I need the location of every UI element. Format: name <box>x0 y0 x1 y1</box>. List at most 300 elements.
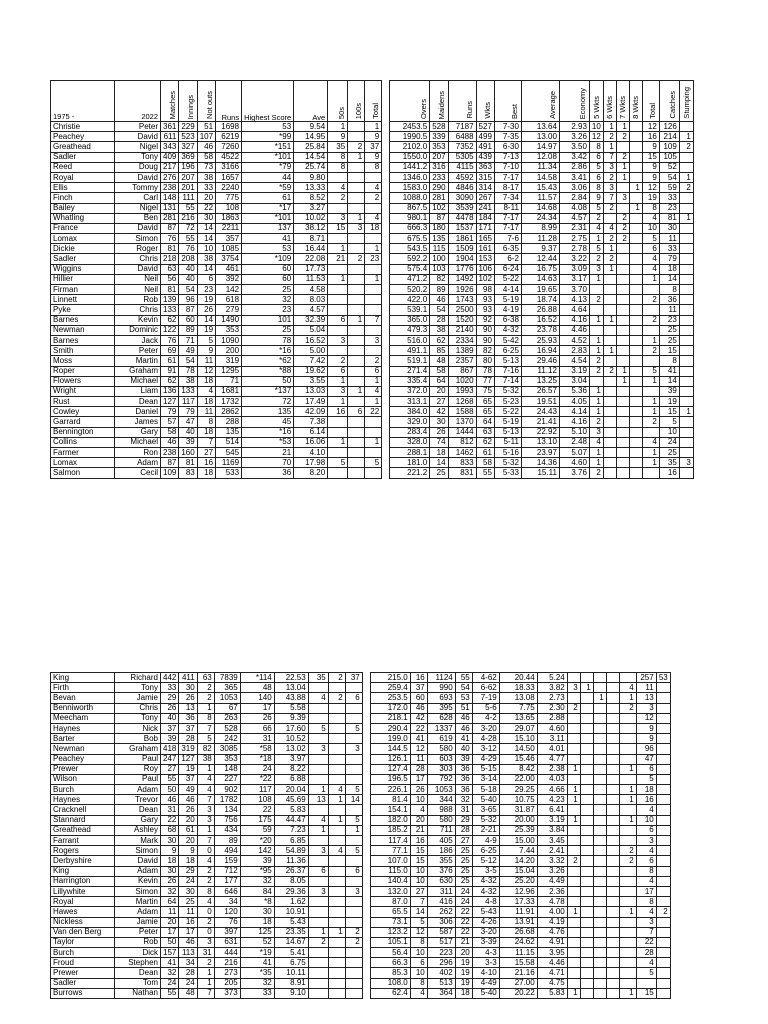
surname-cell: Firman <box>51 285 115 295</box>
stat-cell: 18 <box>179 856 197 866</box>
stat-cell: 41 <box>161 958 179 968</box>
stat-cell: 102 <box>430 203 448 213</box>
stat-cell <box>593 683 606 693</box>
stat-cell <box>619 734 636 744</box>
stat-cell: 5.36 <box>559 386 589 396</box>
first-name-cell: Jamie <box>115 693 161 703</box>
stat-cell: 32 <box>161 886 179 896</box>
stat-cell: 1169 <box>216 458 242 468</box>
bowling-header-cell <box>521 81 559 122</box>
stat-cell: 68 <box>161 825 179 835</box>
spacer-cell <box>382 397 390 407</box>
stat-cell: 7 <box>603 152 616 162</box>
stat-cell: 186 <box>427 846 455 856</box>
stat-cell <box>606 673 619 683</box>
stat-cell: 23 <box>242 305 294 315</box>
stat-cell: 12 <box>636 713 656 723</box>
stat-cell <box>606 774 619 784</box>
stat-cell: 1861 <box>448 234 476 244</box>
stat-cell: 165 <box>476 234 494 244</box>
stat-cell <box>619 978 636 988</box>
stat-cell: 17 <box>636 886 656 896</box>
stat-cell: 2 <box>589 356 603 366</box>
stat-cell: 4.13 <box>559 295 589 305</box>
stat-cell <box>616 356 629 366</box>
batting-header-cell <box>161 81 179 122</box>
stat-cell: 1 <box>365 244 382 254</box>
surname-cell: Wilson <box>51 774 115 784</box>
stat-cell <box>642 285 659 295</box>
stat-cell: 41 <box>455 734 472 744</box>
stat-cell: 218.1 <box>370 713 410 723</box>
stat-cell: 20.00 <box>499 815 537 825</box>
surname-cell: Wright <box>51 386 115 396</box>
stat-cell <box>606 978 619 988</box>
spacer-cell <box>362 795 370 805</box>
stat-cell: 201 <box>179 183 197 193</box>
stat-cell: 1 <box>567 907 580 917</box>
stat-cell: 11.28 <box>521 234 559 244</box>
stat-cell: 528 <box>430 122 448 132</box>
stat-cell <box>679 193 693 203</box>
stat-cell: 990 <box>427 683 455 693</box>
stat-cell <box>606 958 619 968</box>
stat-cell: 34 <box>179 958 197 968</box>
stat-cell: 208 <box>179 254 197 264</box>
spacer-cell <box>362 805 370 815</box>
surname-cell: Taylor <box>51 937 115 947</box>
stat-cell: 53 <box>242 122 294 132</box>
stat-cell: 867 <box>448 366 476 376</box>
stat-cell: 127 <box>179 754 197 764</box>
stat-cell: 15 <box>410 856 427 866</box>
spacer-cell <box>362 917 370 927</box>
spacer-cell <box>362 876 370 886</box>
stat-cell: 6 <box>365 366 382 376</box>
stat-cell: 1 <box>629 203 642 213</box>
stat-cell: 20 <box>179 836 197 846</box>
stat-cell: 2 <box>589 295 603 305</box>
first-name-cell: Kevin <box>115 315 161 325</box>
stat-cell <box>308 836 328 846</box>
surname-cell: Barnes <box>51 335 115 345</box>
stat-cell <box>679 285 693 295</box>
stat-cell: 55 <box>179 203 197 213</box>
stat-cell: 3 <box>636 703 656 713</box>
stat-cell: 67 <box>214 703 240 713</box>
stat-cell <box>580 723 593 733</box>
surname-cell: Salmon <box>51 468 115 478</box>
stat-cell: 5-19 <box>494 295 521 305</box>
stat-cell: 13 <box>636 693 656 703</box>
stat-cell: 65.5 <box>370 907 410 917</box>
stat-cell: 35 <box>328 142 348 152</box>
stat-cell: 1 <box>589 407 603 417</box>
player-row <box>51 285 694 295</box>
stat-cell <box>679 397 693 407</box>
stat-cell: 59 <box>659 183 679 193</box>
stat-cell: 5.07 <box>559 448 589 458</box>
stat-cell <box>629 458 642 468</box>
stat-cell: 355 <box>427 856 455 866</box>
stat-cell: 4 <box>197 774 214 784</box>
stat-cell: 4 <box>197 897 214 907</box>
stat-cell: 122 <box>161 325 179 335</box>
stat-cell <box>348 183 365 193</box>
stat-cell <box>593 988 606 998</box>
stat-cell <box>328 703 345 713</box>
stat-cell: 2 <box>308 937 328 947</box>
stat-cell: 434 <box>214 825 240 835</box>
stat-cell: 8 <box>197 713 214 723</box>
stat-cell: 69 <box>161 346 179 356</box>
stat-cell: 142 <box>216 285 242 295</box>
stat-cell: 16 <box>642 132 659 142</box>
stat-cell: 21.41 <box>521 417 559 427</box>
stat-cell: 91 <box>161 366 179 376</box>
stat-cell: 384.0 <box>390 407 430 417</box>
first-name-cell: David <box>115 856 161 866</box>
stat-cell: 5-15 <box>472 764 499 774</box>
stat-cell <box>328 836 345 846</box>
stat-cell: 76 <box>214 917 240 927</box>
stat-cell: 666.3 <box>390 223 430 233</box>
stat-cell: 1 <box>616 376 629 386</box>
stat-cell: 14 <box>197 264 215 274</box>
stat-cell: 4-32 <box>472 876 499 886</box>
stat-cell: 90 <box>476 325 494 335</box>
stat-cell: 1346.0 <box>390 172 430 182</box>
stat-cell: 4 <box>642 254 659 264</box>
stat-cell: 15.11 <box>521 468 559 478</box>
stat-cell: 3-12 <box>472 744 499 754</box>
stat-cell <box>589 305 603 315</box>
stat-cell: 8.22 <box>274 764 308 774</box>
stat-cell: 1 <box>308 927 328 937</box>
stat-cell: 1 <box>328 244 348 254</box>
stat-cell: 7.38 <box>294 417 328 427</box>
stat-cell: 24.43 <box>521 407 559 417</box>
stat-cell: 33 <box>659 193 679 203</box>
stat-cell: 339 <box>430 132 448 142</box>
spacer-cell <box>382 122 390 132</box>
stat-cell: 4-14 <box>494 285 521 295</box>
stat-cell: 17.60 <box>274 723 308 733</box>
stat-cell: 25.74 <box>294 162 328 172</box>
stat-cell: 3 <box>308 846 328 856</box>
stat-cell: 38 <box>179 376 197 386</box>
stat-cell <box>365 285 382 295</box>
stat-cell: 3 <box>197 937 214 947</box>
stat-cell: 4 <box>636 958 656 968</box>
player-row <box>51 437 694 447</box>
stat-cell <box>348 458 365 468</box>
stat-cell: 216 <box>179 213 197 223</box>
stat-cell <box>619 937 636 947</box>
stat-cell: 26 <box>410 785 427 795</box>
stat-cell <box>328 917 345 927</box>
stat-cell <box>629 244 642 254</box>
stat-cell: 38 <box>197 254 215 264</box>
stat-cell: 3 <box>328 213 348 223</box>
stat-cell <box>328 805 345 815</box>
stat-cell: 10 <box>410 866 427 876</box>
stat-cell: 376 <box>427 866 455 876</box>
surname-cell: Sadler <box>51 254 115 264</box>
spacer-cell <box>382 142 390 152</box>
stat-cell: 8 <box>197 417 215 427</box>
player-row <box>51 183 694 193</box>
stat-cell <box>593 815 606 825</box>
stat-cell <box>308 917 328 927</box>
stat-cell: 253.5 <box>370 693 410 703</box>
stat-cell: 2.84 <box>559 193 589 203</box>
stat-cell <box>567 723 580 733</box>
stat-cell: 105 <box>659 152 679 162</box>
stat-cell: 13.64 <box>521 122 559 132</box>
first-name-cell: Graham <box>115 744 161 754</box>
stat-cell: 8 <box>410 937 427 947</box>
stat-cell: 3 <box>679 458 693 468</box>
stat-cell: 25 <box>242 285 294 295</box>
stat-cell <box>593 856 606 866</box>
stat-cell: 4-26 <box>472 917 499 927</box>
stat-cell: 16.06 <box>294 437 328 447</box>
stat-cell: 17 <box>240 703 274 713</box>
year-end: 2022 <box>141 112 158 121</box>
stat-cell: 26 <box>240 713 274 723</box>
stat-cell: 2 <box>656 907 670 917</box>
stat-cell: 66.3 <box>370 958 410 968</box>
stat-cell: 46 <box>455 713 472 723</box>
stat-cell: 988 <box>427 805 455 815</box>
spacer-cell <box>382 132 390 142</box>
stat-cell: 7-16 <box>494 366 521 376</box>
stat-cell: 9 <box>589 193 603 203</box>
stat-cell: 263 <box>214 713 240 723</box>
stat-cell: 76 <box>161 335 179 345</box>
stat-cell: 8 <box>589 183 603 193</box>
stat-cell: 70 <box>242 458 294 468</box>
stat-cell <box>629 172 642 182</box>
stat-cell: 16.75 <box>521 264 559 274</box>
stat-cell: 329.0 <box>390 417 430 427</box>
surname-cell: Froud <box>51 958 115 968</box>
stat-cell: 27 <box>430 397 448 407</box>
first-name-cell: Neil <box>115 274 161 284</box>
stat-cell: 494 <box>214 846 240 856</box>
stat-cell: 139 <box>161 295 179 305</box>
stat-cell: 50 <box>161 785 179 795</box>
stat-cell: 199.0 <box>370 734 410 744</box>
stat-cell: 79 <box>179 407 197 417</box>
player-row <box>51 723 671 733</box>
stat-cell: 3 <box>328 335 348 345</box>
stat-cell <box>603 468 616 478</box>
stat-cell: 32 <box>240 876 274 886</box>
stat-cell: 14 <box>410 907 427 917</box>
stat-cell: 4 <box>410 988 427 998</box>
stat-cell: 1583.0 <box>390 183 430 193</box>
stat-cell <box>589 285 603 295</box>
bowling-header: 5 Wkts <box>592 96 602 119</box>
stat-cell: *137 <box>242 386 294 396</box>
stat-cell <box>593 825 606 835</box>
stat-cell: 25.84 <box>294 142 328 152</box>
first-name-cell: Cecil <box>115 468 161 478</box>
bowling-header-cell <box>494 81 521 122</box>
stat-cell: 514 <box>216 437 242 447</box>
stat-cell <box>593 846 606 856</box>
stat-cell: 5-11 <box>494 437 521 447</box>
stat-cell: 543.5 <box>390 244 430 254</box>
stat-cell: 5-18 <box>472 785 499 795</box>
spacer-cell <box>362 968 370 978</box>
stat-cell: 30 <box>179 886 197 896</box>
stat-cell: 6 <box>642 244 659 254</box>
first-name-cell: Roy <box>115 764 161 774</box>
stat-cell: 3-20 <box>472 723 499 733</box>
stat-cell <box>603 448 616 458</box>
stat-cell <box>308 734 328 744</box>
stat-cell: 18 <box>197 376 215 386</box>
stat-cell <box>348 325 365 335</box>
stat-cell: 6.85 <box>274 836 308 846</box>
spacer-cell <box>382 458 390 468</box>
stat-cell <box>328 907 345 917</box>
stat-cell <box>679 254 693 264</box>
stat-cell <box>328 897 345 907</box>
stat-cell <box>636 978 656 988</box>
spacer-cell <box>362 897 370 907</box>
stat-cell: 36 <box>179 713 197 723</box>
surname-cell: Hillier <box>51 274 115 284</box>
stat-cell: 113 <box>179 948 197 958</box>
stat-cell: 15 <box>328 223 348 233</box>
stat-cell: 182.0 <box>370 815 410 825</box>
stat-cell: 43.88 <box>274 693 308 703</box>
stat-cell: 63 <box>197 673 214 683</box>
player-row <box>51 948 671 958</box>
stat-cell: 7-13 <box>494 152 521 162</box>
stat-cell: 54.89 <box>274 846 308 856</box>
stat-cell <box>629 386 642 396</box>
stat-cell: 1 <box>328 397 348 407</box>
stat-cell: 4 <box>197 856 214 866</box>
stat-cell <box>580 917 593 927</box>
stat-cell: 4.71 <box>537 968 567 978</box>
stat-cell: 4-49 <box>472 978 499 988</box>
first-name-cell: Michael <box>115 376 161 386</box>
stat-cell <box>593 754 606 764</box>
stat-cell: 4 <box>365 386 382 396</box>
stat-cell: 23 <box>365 254 382 264</box>
surname-cell: Lomax <box>51 458 115 468</box>
stat-cell <box>593 795 606 805</box>
stat-cell: 25 <box>659 325 679 335</box>
stat-cell: 55 <box>179 234 197 244</box>
spacer-cell <box>382 234 390 244</box>
stat-cell <box>593 723 606 733</box>
player-row <box>51 122 694 132</box>
first-name-cell: Richard <box>115 673 161 683</box>
stat-cell: 1 <box>328 437 348 447</box>
stat-cell: 134 <box>214 805 240 815</box>
first-name-cell: Tommy <box>115 183 161 193</box>
stat-cell: 281 <box>161 213 179 223</box>
stat-cell: 13 <box>179 703 197 713</box>
stat-cell: 867.5 <box>390 203 430 213</box>
stat-cell <box>348 264 365 274</box>
surname-cell: Lomax <box>51 234 115 244</box>
first-name-cell: Adam <box>115 907 161 917</box>
player-row <box>51 386 694 396</box>
stat-cell: 33 <box>659 244 679 254</box>
stat-cell: 2.83 <box>559 346 589 356</box>
stat-cell: 7-10 <box>494 162 521 172</box>
stat-cell: 127.4 <box>370 764 410 774</box>
stat-cell: 82 <box>430 274 448 284</box>
stat-cell <box>348 274 365 284</box>
stat-cell: 2140 <box>448 325 476 335</box>
stat-cell: 353 <box>214 754 240 764</box>
stat-cell: 65 <box>476 407 494 417</box>
stat-cell <box>619 744 636 754</box>
stat-cell: 1 <box>642 335 659 345</box>
stat-cell <box>679 346 693 356</box>
stat-cell <box>345 734 362 744</box>
stat-cell: 46 <box>430 295 448 305</box>
stat-cell: 7 <box>365 315 382 325</box>
player-row <box>51 937 671 947</box>
stat-cell: 9 <box>636 734 656 744</box>
stat-cell: 902 <box>214 785 240 795</box>
stat-cell <box>580 937 593 947</box>
stat-cell <box>328 264 348 274</box>
stat-cell: 1509 <box>448 244 476 254</box>
stat-cell: *58 <box>240 744 274 754</box>
stat-cell: 20 <box>179 815 197 825</box>
first-name-cell: Nigel <box>115 203 161 213</box>
stat-cell <box>348 132 365 142</box>
stat-cell: 14.95 <box>294 132 328 142</box>
stat-cell: 10 <box>410 968 427 978</box>
stat-cell: 1 <box>629 183 642 193</box>
stat-cell <box>365 295 382 305</box>
stat-cell: 238 <box>161 448 179 458</box>
first-name-cell: Nigel <box>115 142 161 152</box>
stat-cell: 24 <box>161 978 179 988</box>
stat-cell: 117 <box>240 785 274 795</box>
stat-cell: 8 <box>636 866 656 876</box>
stat-cell: 15.46 <box>499 754 537 764</box>
stat-cell: 15 <box>659 407 679 417</box>
stat-cell: 7 <box>197 723 214 733</box>
stat-cell: 46 <box>410 703 427 713</box>
stat-cell: 5.41 <box>274 948 308 958</box>
stat-cell: 9.39 <box>274 713 308 723</box>
stat-cell <box>656 825 670 835</box>
stat-cell <box>603 397 616 407</box>
surname-cell: Haynes <box>51 795 115 805</box>
stat-cell: 229 <box>179 122 197 132</box>
stat-cell: *18 <box>240 754 274 764</box>
stat-cell: 479.3 <box>390 325 430 335</box>
stat-cell: 18 <box>240 917 274 927</box>
stat-cell: 96 <box>179 295 197 305</box>
stat-cell: 7 <box>197 795 214 805</box>
stat-cell: 36 <box>455 764 472 774</box>
